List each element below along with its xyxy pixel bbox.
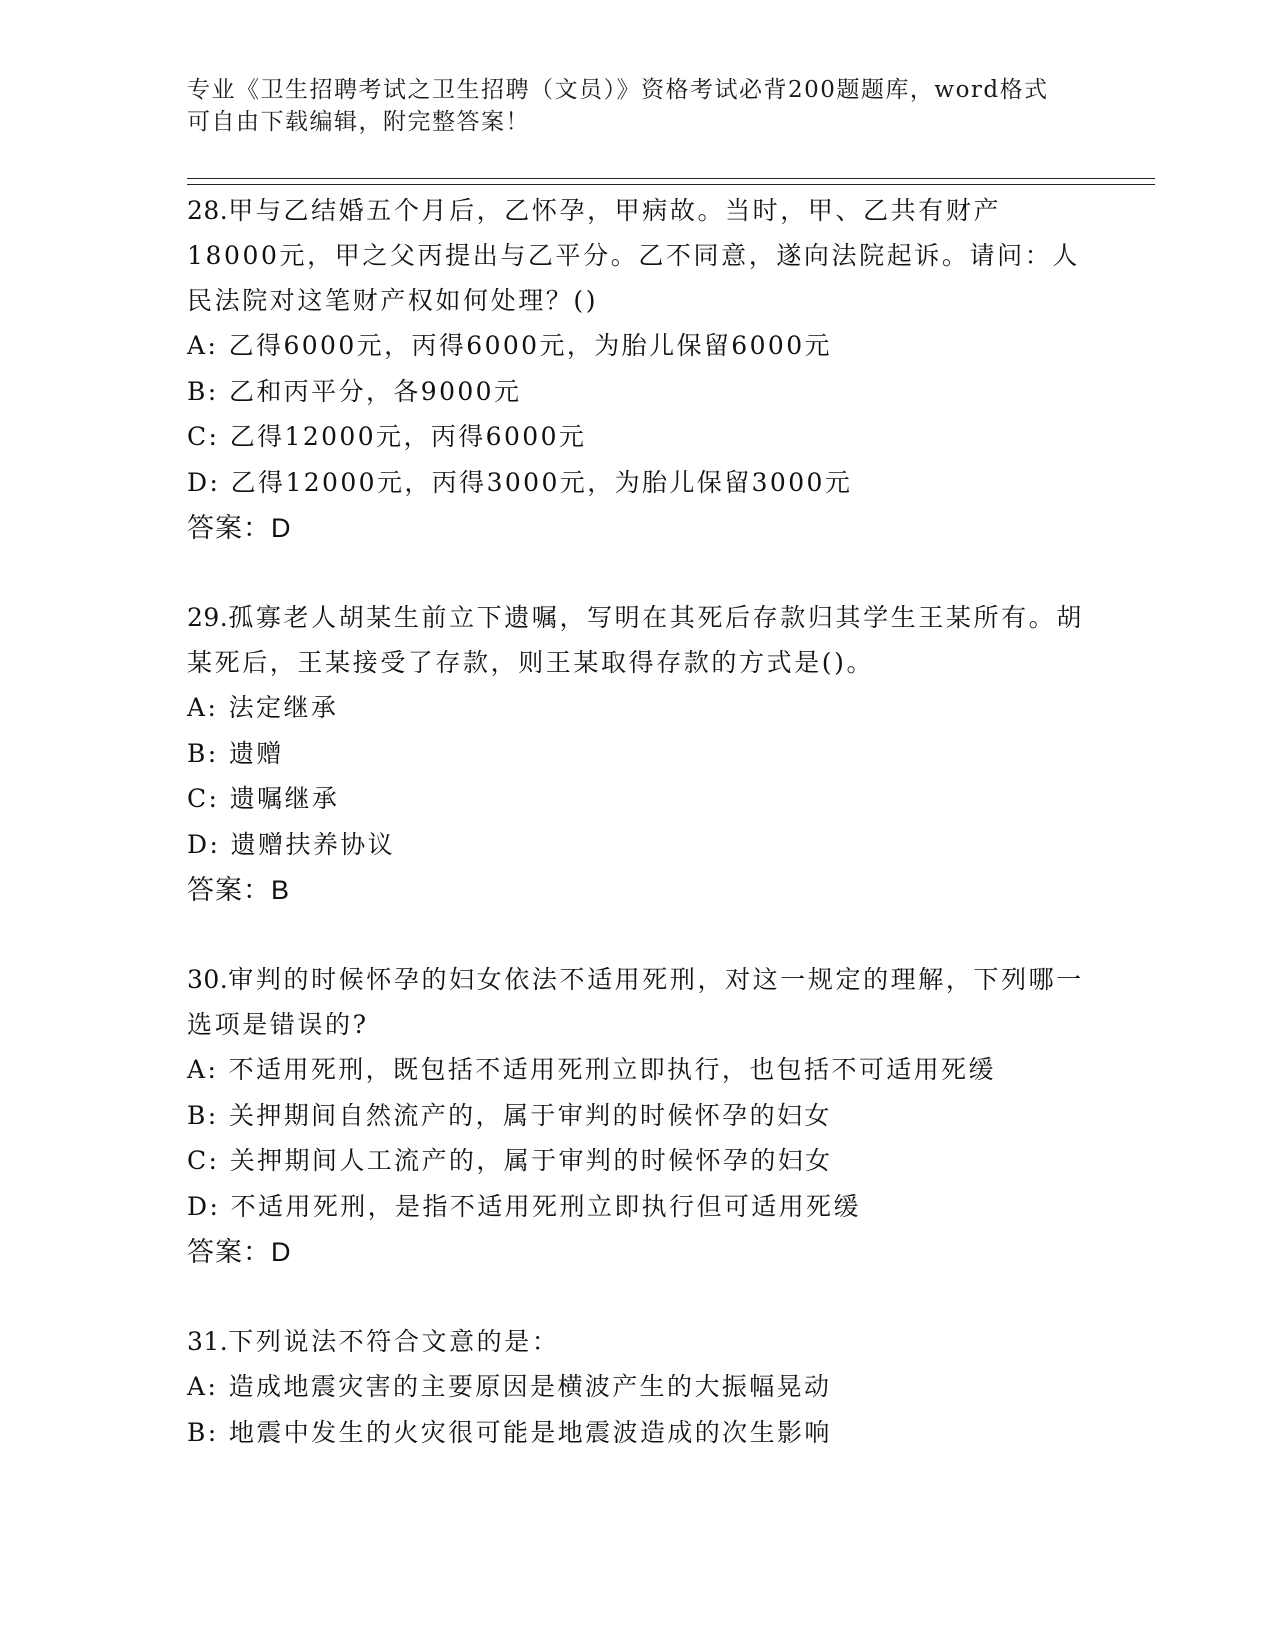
option-b (187, 369, 1087, 415)
option-text: 遗赠 (228, 738, 284, 768)
question-stem (187, 1319, 1087, 1364)
question-stem (187, 595, 1087, 685)
option-a (187, 1047, 1087, 1093)
option-key: A: (187, 331, 219, 360)
question-stem (187, 957, 1087, 1047)
header-line-2: 可自由下载编辑，附完整答案！ (187, 109, 530, 135)
option-key: B: (187, 376, 219, 406)
question-list (187, 188, 1087, 1499)
question-30 (187, 957, 1087, 1275)
option-text: 不适用死刑，是指不适用死刑立即执行但可适用死缓 (230, 1191, 861, 1221)
option-key: B: (187, 738, 219, 768)
question-text: 甲与乙结婚五个月后，乙怀孕，甲病故。当时，甲、乙共有财产18000元，甲之父丙提出与乙平分。乙不同意，遂向法院起诉。请问：人民法院对这笔财产权如何处理？() (187, 196, 1080, 315)
option-text: 遗嘱继承 (229, 784, 340, 813)
option-text: 关押期间人工流产的，属于审判的时候怀孕的妇女 (229, 1146, 833, 1175)
option-text: 乙得6000元，丙得6000元，为胎儿保留6000元 (228, 331, 832, 360)
header-divider-top (187, 178, 1155, 179)
answer-line: 答案：B (187, 875, 291, 905)
option-text: 不适用死刑，既包括不适用死刑立即执行，也包括不可适用死缓 (228, 1055, 996, 1084)
option-b (187, 1410, 1087, 1456)
option-text: 造成地震灾害的主要原因是横波产生的大振幅晃动 (228, 1372, 832, 1401)
answer-line: 答案：D (187, 1237, 292, 1267)
option-key: D: (187, 467, 221, 497)
question-text: 下列说法不符合文意的是： (228, 1327, 560, 1356)
option-text: 地震中发生的火灾很可能是地震波造成的次生影响 (228, 1417, 832, 1447)
document-header (187, 74, 1067, 138)
option-c (187, 414, 1087, 460)
option-text: 乙和丙平分，各9000元 (228, 376, 522, 406)
question-28 (187, 188, 1087, 551)
question-stem (187, 188, 1087, 323)
option-c (187, 776, 1087, 822)
question-text: 审判的时候怀孕的妇女依法不适用死刑，对这一规定的理解，下列哪一选项是错误的? (187, 965, 1084, 1039)
option-key: B: (187, 1417, 219, 1447)
option-a (187, 685, 1087, 731)
option-b (187, 1093, 1087, 1139)
option-d (187, 822, 1087, 868)
option-text: 乙得12000元，丙得3000元，为胎儿保留3000元 (230, 467, 853, 497)
header-line-1: 专业《卫生招聘考试之卫生招聘（文员）》资格考试必背200题题库，word格式 (187, 77, 1049, 103)
answer-line: 答案：D (187, 513, 292, 543)
option-c (187, 1138, 1087, 1184)
question-29 (187, 595, 1087, 913)
option-key: A: (187, 1372, 219, 1401)
option-d (187, 1184, 1087, 1230)
option-key: A: (187, 693, 219, 722)
question-number: 30. (187, 965, 229, 994)
option-key: A: (187, 1055, 219, 1084)
option-key: D: (187, 829, 221, 859)
option-key: C: (187, 422, 220, 451)
option-a (187, 1364, 1087, 1410)
question-31 (187, 1319, 1087, 1455)
option-key: C: (187, 1146, 220, 1175)
option-text: 法定继承 (228, 693, 339, 722)
option-key: C: (187, 784, 220, 813)
option-text: 遗赠扶养协议 (230, 829, 396, 859)
option-a (187, 323, 1087, 369)
option-key: B: (187, 1100, 219, 1130)
option-b (187, 731, 1087, 777)
question-text: 孤寡老人胡某生前立下遗嘱，写明在其死后存款归其学生王某所有。胡某死后，王某接受了存款，则王某取得存款的方式是()。 (187, 603, 1084, 677)
question-number: 29. (187, 603, 229, 632)
option-d (187, 460, 1087, 506)
option-text: 乙得12000元，丙得6000元 (229, 422, 587, 451)
question-number: 31. (187, 1327, 229, 1356)
option-text: 关押期间自然流产的，属于审判的时候怀孕的妇女 (228, 1100, 832, 1130)
option-key: D: (187, 1191, 221, 1221)
header-divider-bottom (187, 184, 1155, 185)
question-number: 28. (187, 196, 229, 225)
